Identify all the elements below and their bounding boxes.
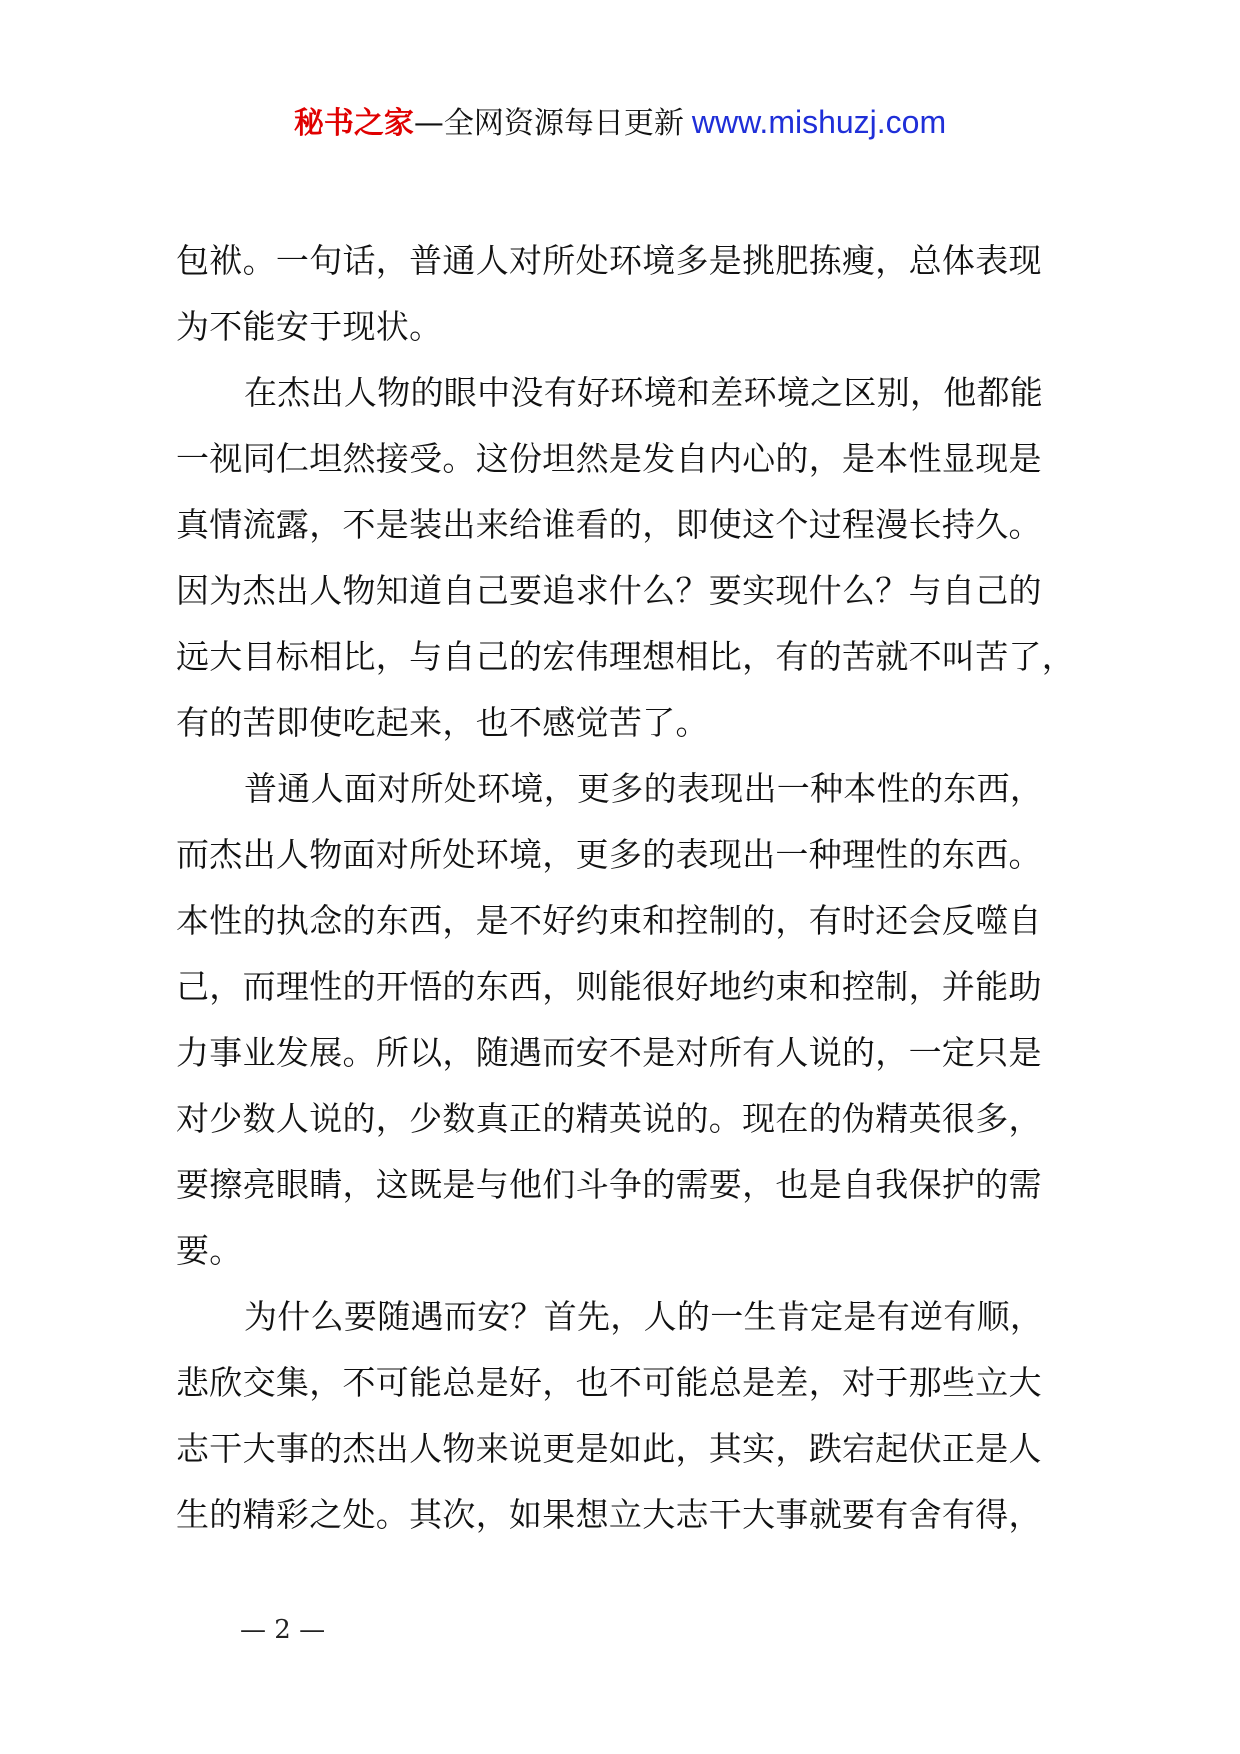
document-body bbox=[176, 228, 1076, 1548]
text-line: 一视同仁坦然接受。这份坦然是发自内心的，是本性显现是 bbox=[176, 439, 1042, 478]
text-line: 在杰出人物的眼中没有好环境和差环境之区别，他都能 bbox=[244, 373, 1044, 412]
text-line: 为不能安于现状。 bbox=[176, 307, 443, 346]
text-line: 因为杰出人物知道自己要追求什么？要实现什么？与自己的 bbox=[176, 571, 1042, 610]
header-tagline: —全网资源每日更新 bbox=[413, 106, 684, 141]
text-line: 力事业发展。所以，随遇而安不是对所有人说的，一定只是 bbox=[176, 1033, 1042, 1072]
text-line: 真情流露，不是装出来给谁看的，即使这个过程漫长持久。 bbox=[176, 505, 1042, 544]
page-number: — 2 — bbox=[240, 1615, 326, 1645]
text-line: 而杰出人物面对所处环境，更多的表现出一种理性的东西。 bbox=[176, 835, 1042, 874]
text-line: 志干大事的杰出人物来说更是如此，其实，跌宕起伏正是人 bbox=[176, 1429, 1042, 1468]
brand-name: 秘书之家 bbox=[293, 106, 414, 141]
page-header bbox=[0, 100, 1240, 146]
text-line: 普通人面对所处环境，更多的表现出一种本性的东西， bbox=[244, 769, 1044, 808]
site-url-link[interactable]: www.mishuzj.com bbox=[691, 104, 947, 140]
text-line: 为什么要随遇而安？首先，人的一生肯定是有逆有顺， bbox=[244, 1297, 1044, 1336]
text-line: 生的精彩之处。其次，如果想立大志干大事就要有舍有得， bbox=[176, 1495, 1042, 1534]
text-line: 悲欣交集，不可能总是好，也不可能总是差，对于那些立大 bbox=[176, 1363, 1042, 1402]
text-line: 己，而理性的开悟的东西，则能很好地约束和控制，并能助 bbox=[176, 967, 1042, 1006]
text-line: 包袱。一句话，普通人对所处环境多是挑肥拣瘦，总体表现 bbox=[176, 241, 1042, 280]
text-line: 本性的执念的东西，是不好约束和控制的，有时还会反噬自 bbox=[176, 901, 1042, 940]
text-line: 远大目标相比，与自己的宏伟理想相比，有的苦就不叫苦了， bbox=[176, 637, 1076, 676]
text-line: 要。 bbox=[176, 1231, 243, 1270]
text-line: 对少数人说的，少数真正的精英说的。现在的伪精英很多， bbox=[176, 1099, 1042, 1138]
text-line: 有的苦即使吃起来，也不感觉苦了。 bbox=[176, 703, 709, 742]
text-line: 要擦亮眼睛，这既是与他们斗争的需要，也是自我保护的需 bbox=[176, 1165, 1042, 1204]
